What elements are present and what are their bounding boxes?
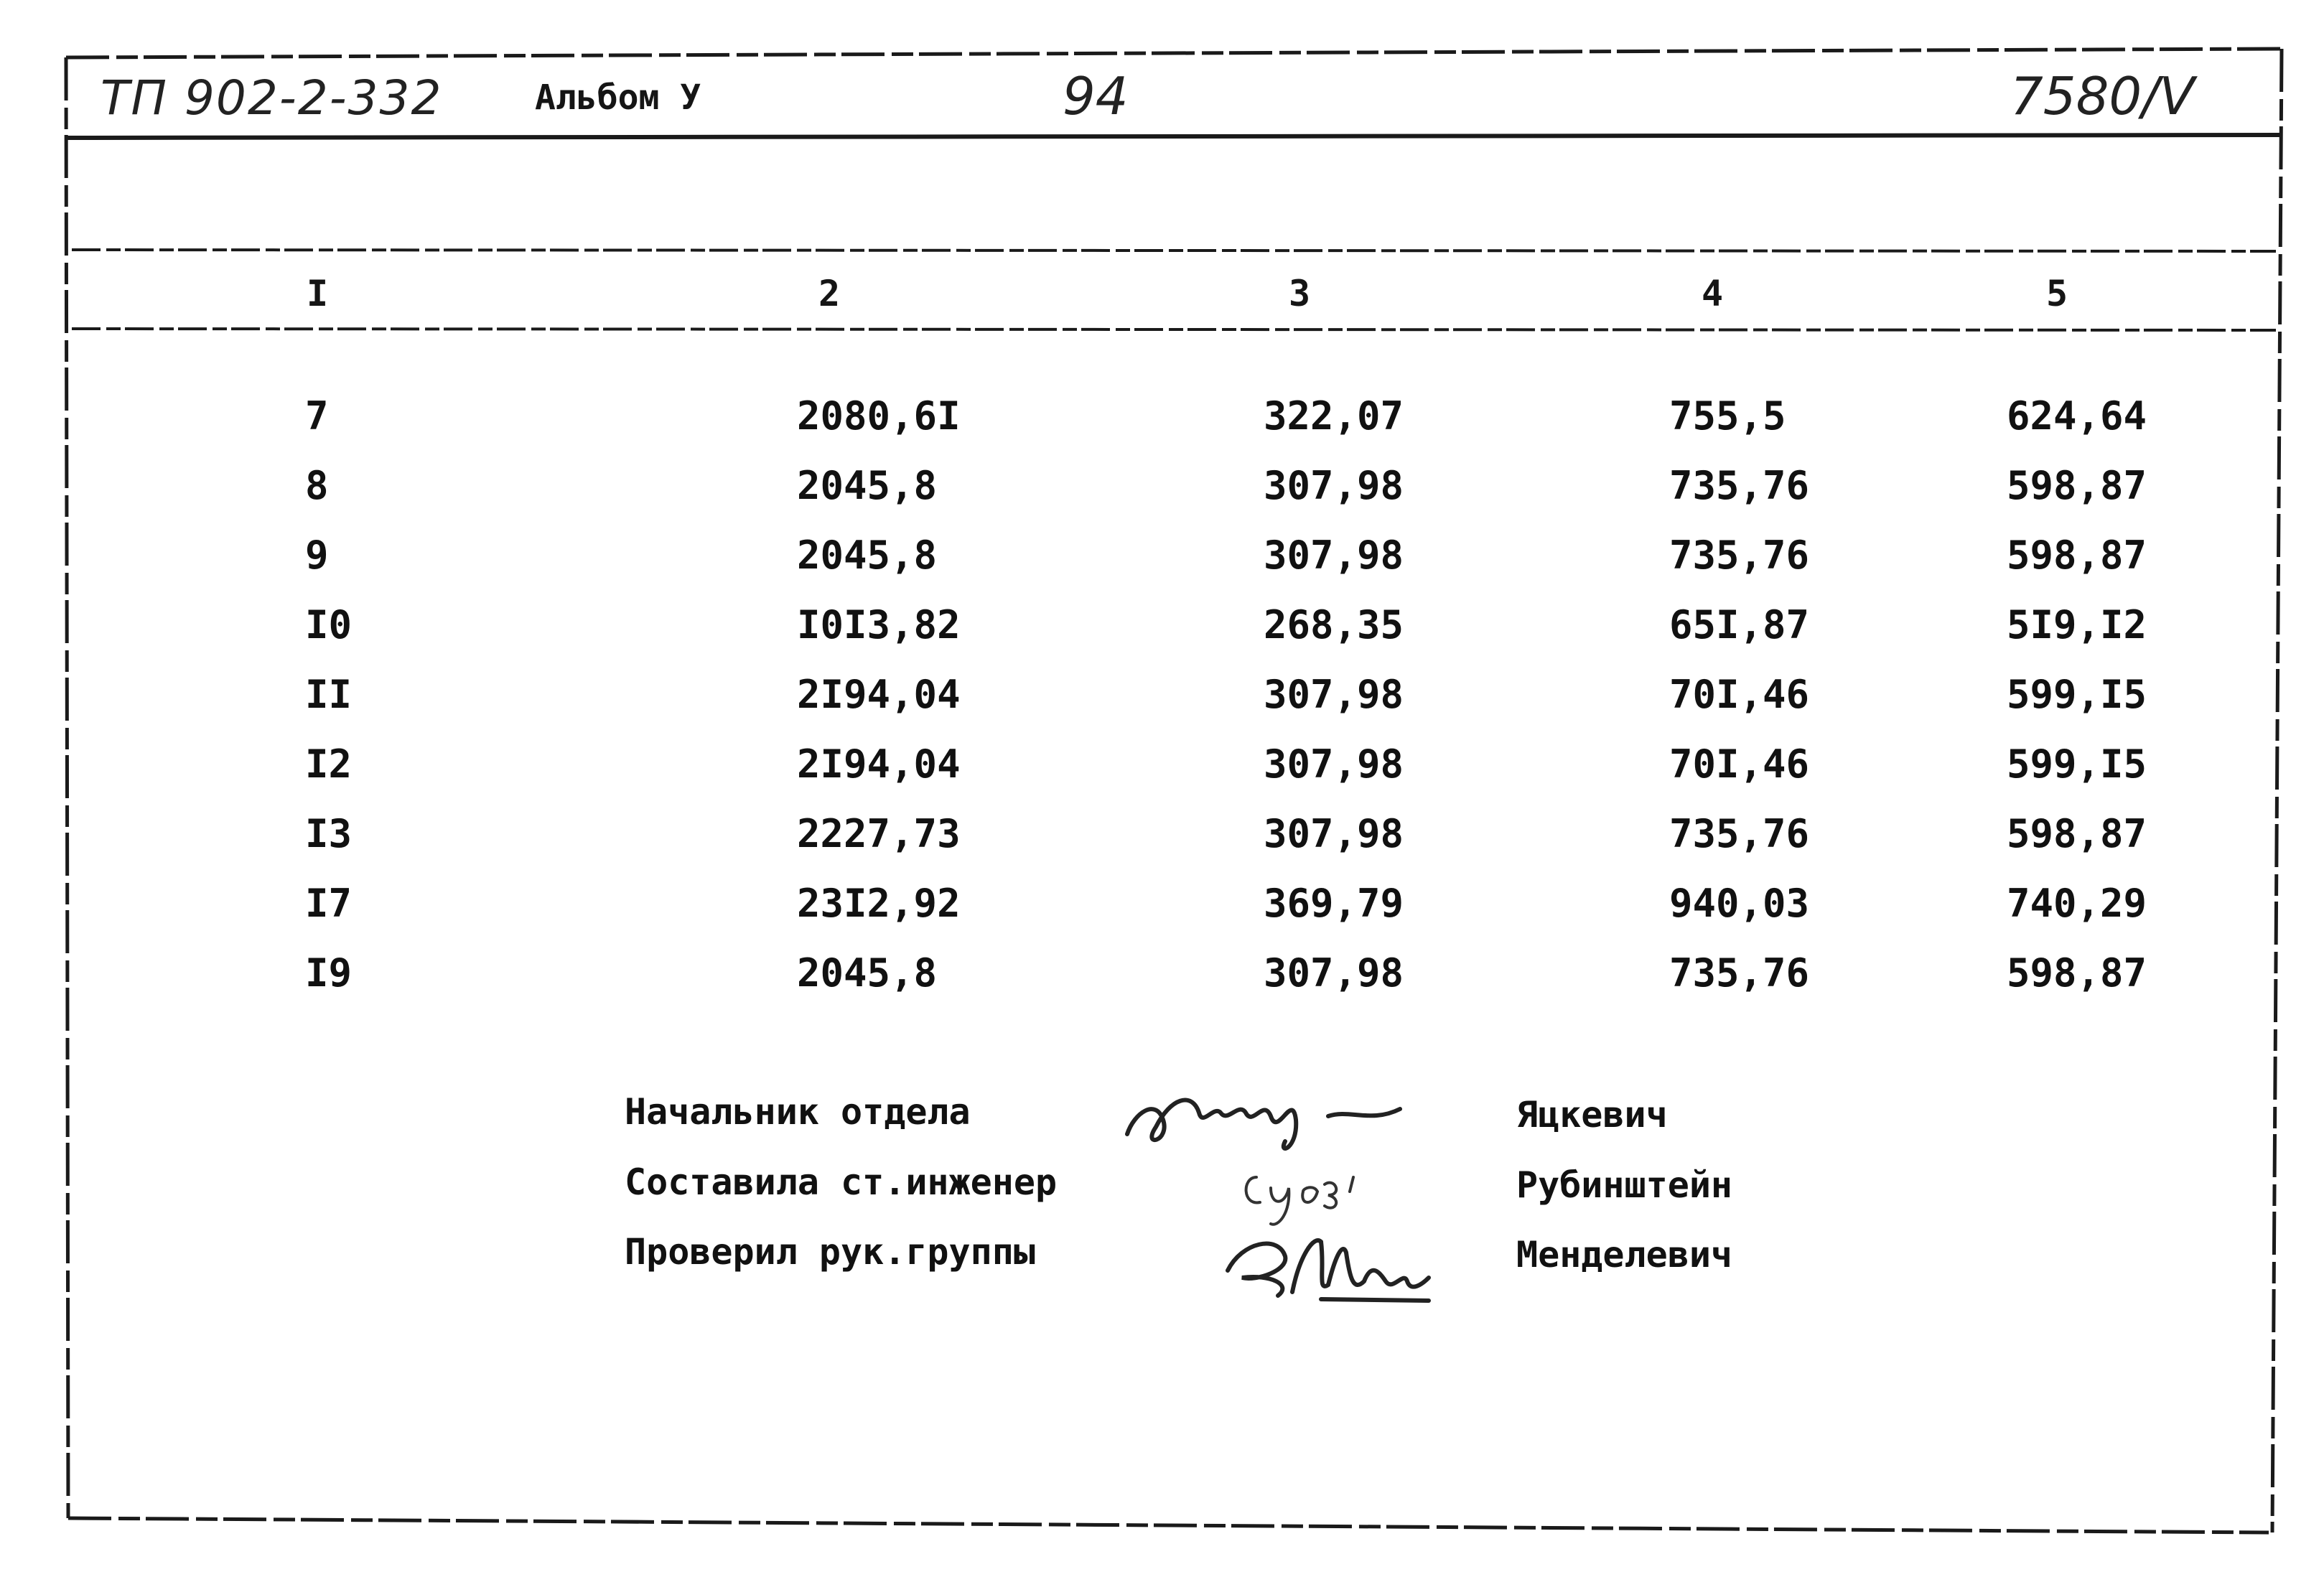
- table-row: [0, 811, 2324, 876]
- table-cell-col-4: 70I,46: [1669, 672, 1810, 717]
- table-cell-col-1: II: [305, 672, 353, 717]
- table-cell-col-1: I2: [305, 741, 353, 787]
- table-cell-col-5: 624,64: [2007, 393, 2147, 439]
- table-cell-col-3: 307,98: [1264, 950, 1404, 996]
- table-cell-col-1: 9: [305, 533, 329, 578]
- table-cell-col-4: 735,76: [1669, 463, 1810, 508]
- table-cell-col-5: 598,87: [2007, 950, 2147, 996]
- table-cell-col-2: 2227,73: [797, 811, 961, 856]
- column-header-5: 5: [2045, 273, 2068, 314]
- table-cell-col-4: 65I,87: [1669, 602, 1810, 647]
- table-row: [0, 533, 2324, 597]
- table-row: [0, 602, 2324, 667]
- table-row: [0, 393, 2324, 458]
- signatory-name-2: Рубинштейн: [1516, 1164, 1733, 1206]
- table-cell-col-1: I7: [305, 881, 353, 926]
- table-cell-col-2: 2I94,04: [797, 741, 961, 787]
- signatory-name-3: Менделевич: [1516, 1234, 1733, 1276]
- column-header-2: 2: [818, 273, 841, 314]
- table-cell-col-2: 23I2,92: [797, 881, 961, 926]
- table-cell-col-4: 735,76: [1669, 811, 1810, 856]
- table-cell-col-5: 598,87: [2007, 463, 2147, 508]
- table-cell-col-2: 2045,8: [797, 533, 938, 578]
- table-row: [0, 950, 2324, 1015]
- table-cell-col-1: 7: [305, 393, 329, 439]
- table-cell-col-3: 307,98: [1264, 533, 1404, 578]
- table-cell-col-5: 598,87: [2007, 533, 2147, 578]
- table-row: [0, 672, 2324, 736]
- table-cell-col-3: 307,98: [1264, 463, 1404, 508]
- signature-title-compiled-by: Составила ст.инженер: [625, 1161, 1058, 1203]
- table-cell-col-5: 599,I5: [2007, 672, 2147, 717]
- table-cell-col-3: 369,79: [1264, 881, 1404, 926]
- table-cell-col-4: 70I,46: [1669, 741, 1810, 787]
- table-cell-col-3: 322,07: [1264, 393, 1404, 439]
- table-row: [0, 463, 2324, 528]
- table-cell-col-1: 8: [305, 463, 329, 508]
- table-cell-col-1: I3: [305, 811, 353, 856]
- table-cell-col-5: 740,29: [2007, 881, 2147, 926]
- table-cell-col-1: I0: [305, 602, 353, 647]
- table-cell-col-2: 2080,6I: [797, 393, 961, 439]
- signature-title-checked-by: Проверил рук.группы: [625, 1231, 1035, 1273]
- table-cell-col-3: 268,35: [1264, 602, 1404, 647]
- signature-3-image: [1213, 1213, 1450, 1314]
- column-header-1: I: [306, 273, 329, 314]
- table-row: [0, 741, 2324, 806]
- column-header-4: 4: [1701, 273, 1724, 314]
- table-cell-col-2: 2045,8: [797, 463, 938, 508]
- album-label: Альбом У: [535, 78, 701, 118]
- table-cell-col-2: 2045,8: [797, 950, 938, 996]
- table-cell-col-4: 735,76: [1669, 950, 1810, 996]
- table-cell-col-5: 598,87: [2007, 811, 2147, 856]
- table-cell-col-4: 940,03: [1669, 881, 1810, 926]
- table-row: [0, 881, 2324, 945]
- table-cell-col-4: 755,5: [1669, 393, 1786, 439]
- table-cell-col-4: 735,76: [1669, 533, 1810, 578]
- table-cell-col-5: 599,I5: [2007, 741, 2147, 787]
- table-cell-col-2: 2I94,04: [797, 672, 961, 717]
- signature-title-head-of-department: Начальник отдела: [625, 1091, 971, 1133]
- table-cell-col-3: 307,98: [1264, 811, 1404, 856]
- drawing-code: ТП 902-2-332: [101, 70, 443, 126]
- table-cell-col-1: I9: [305, 950, 353, 996]
- table-cell-col-5: 5I9,I2: [2007, 602, 2147, 647]
- page-number: 94: [1063, 66, 1129, 126]
- inventory-number: 7580/V: [2010, 66, 2195, 126]
- table-cell-col-3: 307,98: [1264, 741, 1404, 787]
- signatory-name-1: Яцкевич: [1516, 1094, 1668, 1136]
- signature-1-image: [1113, 1070, 1443, 1163]
- column-header-3: 3: [1288, 273, 1311, 314]
- table-cell-col-3: 307,98: [1264, 672, 1404, 717]
- table-cell-col-2: I0I3,82: [797, 602, 961, 647]
